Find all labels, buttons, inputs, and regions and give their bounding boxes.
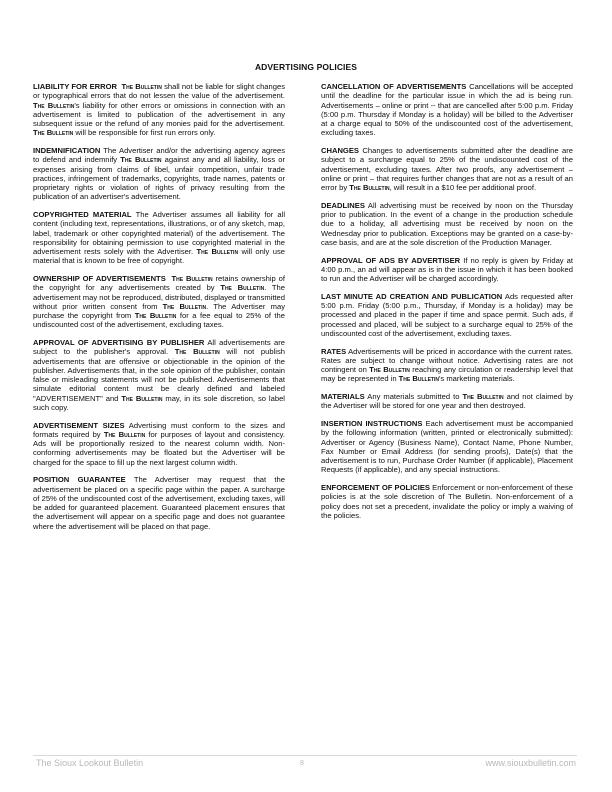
section-heading: LIABILITY FOR ERROR — [33, 82, 118, 91]
publication-name: The Bulletin — [398, 374, 439, 384]
footer-publication-name: The Sioux Lookout Bulletin — [36, 758, 144, 768]
section-materials — [321, 392, 573, 411]
section-enforcement — [321, 483, 573, 520]
section-text: Cancellations will be accepted until the deadline for the particular issue in which the ad is being run. Advertisements – online or print -- that are cancelled after 5:00 p.m. Friday (5:00 p.m. Thursday if Monday is a holiday) will be billed to the Advertiser at a charge equal to 50% of the undiscounted cost of the advertisement, excluding taxes. — [321, 82, 574, 138]
publication-name: The Bulletin — [120, 155, 162, 165]
section-heading: APPROVAL OF ADS BY ADVERTISER — [321, 255, 461, 265]
section-changes — [321, 146, 573, 192]
section-text: may, in its sole discretion, so label such copy. — [33, 393, 285, 412]
publication-name: The Bulletin — [33, 100, 75, 110]
section-advertisement-sizes — [33, 421, 285, 467]
section-approval-by-advertiser — [321, 256, 573, 284]
section-text: shall not be liable for slight changes or typographical errors that do not lessen the value of the advertisement. — [33, 82, 285, 101]
publication-name: The Bulletin — [220, 283, 265, 293]
publication-name: The Bulletin — [196, 247, 239, 256]
section-position-guarantee — [33, 475, 285, 531]
section-text: . The advertisement may not be reproduced, distributed, displayed or transmitted without prior written consent from — [33, 283, 285, 311]
section-text: for purposes of layout and consistency. Ads will be proportionally resized to the nearest column width. Non-conforming advertisements may be floated but the Advertiser will be charged for the space to fill up the next largest column width. — [33, 429, 286, 467]
section-heading: OWNERSHIP OF ADVERTISEMENTS — [33, 274, 166, 283]
right-column — [321, 82, 573, 529]
section-liability-for-error — [33, 82, 285, 138]
section-text: reaching any circulation or readership level that may be represented in — [321, 365, 573, 384]
page-number: 8 — [300, 760, 304, 767]
section-heading: ADVERTISEMENT SIZES — [33, 420, 125, 430]
section-text: against any and all liability, loss or expenses arising from claims of libel, unfair competition, unfair trade practices, infringement of trademarks, copyrights, trade names, patents or proprietary rights or violation of rights of privacy resulting from the publication of an advertiser's advertisement. — [33, 155, 286, 202]
section-text: If no reply is given by Friday at 4:00 p.m., an ad will appear as is in the issue in which it has been booked to run and the Advertiser will be charged accordingly. — [321, 255, 573, 283]
publication-name: The Bulletin — [349, 183, 390, 192]
section-text: All advertisements are subject to the publisher's approval. — [33, 338, 285, 357]
section-text: , will result in a $10 fee per additional proof. — [389, 183, 537, 192]
publication-name: The Bulletin — [33, 128, 74, 138]
publication-name: The Bulletin — [171, 274, 213, 283]
section-text: The Advertiser assumes all liability for all content (including text, representations, illustrations, or of any sketch, map, label, trademark or other copyrighted material) of the advertisement. The responsibility for obtaining permission to use copyrighted material in the advertisement rests solely with the Advertiser. — [33, 210, 286, 256]
section-heading: ENFORCEMENT OF POLICIES — [321, 483, 430, 492]
publication-name: The Bulletin — [134, 311, 177, 320]
section-heading: LAST MINUTE AD CREATION AND PUBLICATION — [321, 291, 503, 301]
section-text: Any materials submitted to — [364, 392, 463, 401]
section-text: Changes to advertisements submitted after the deadline are subject to a surcharge equal to 25% of the undiscounted cost of the advertisement, excluding taxes. After two proofs, any advertisement – online or print – that requires further changes that are not as a result of an error by — [321, 146, 573, 192]
section-approval-by-publisher — [33, 338, 285, 412]
publication-name: The Bulletin — [369, 365, 410, 374]
section-last-minute — [321, 292, 573, 338]
section-text: Each advertisement must be accompanied by the following information (written, printed or electronically submitted): Advertiser or Agency (Business Name), Contact Name, Phone Number, Fax Number or Email Address (for sending proofs), Date(s) that the advertisement is to run, Purchase Order Number (if applicable), Placement Requests (if applicable), and any special instructions. — [321, 419, 573, 475]
section-text: will be responsible for first run errors only. — [73, 128, 216, 138]
section-heading: INDEMNIFICATION — [33, 146, 101, 155]
section-ownership — [33, 274, 285, 330]
section-text: Advertising must conform to the sizes and formats required by — [33, 420, 285, 439]
section-text: and not claimed by the Advertiser will be stored for one year and then destroyed. — [321, 392, 573, 411]
section-text: 's marketing materials. — [438, 374, 515, 384]
section-text: All advertising must be received by noon on the Thursday prior to publication. In the event of a change in the production schedule due to a holiday, all advertising must be received by noon on the Wednesday prior to publication. Exceptions may be granted on a case-by-case basis, and are at the sole discretion of the Production Manager. — [321, 200, 573, 247]
publication-name: The Bulletin — [174, 347, 220, 357]
publication-name: The Bulletin — [121, 82, 162, 91]
section-heading: CHANGES — [321, 146, 359, 155]
section-indemnification — [33, 146, 285, 202]
section-deadlines — [321, 201, 573, 247]
section-heading: COPYRIGHTED MATERIAL — [33, 210, 132, 219]
section-text: . The Advertiser may purchase the copyright from — [33, 301, 286, 320]
footer-website[interactable]: www.siouxbulletin.com — [485, 758, 576, 768]
section-text: The Advertiser may request that the advertisement be placed on a specific page within the paper. A surcharge of 25% of the undiscounted cost of the advertisement, excluding taxes, will be added for guaranteed placement. Guaranteed placement ensures that the advertisement will appear on a specific page and does not guarantee where the advertisement will be placed on that page. — [33, 475, 285, 531]
section-heading: POSITION GUARANTEE — [33, 475, 126, 485]
publication-name: The Bulletin — [103, 429, 146, 439]
section-text: Enforcement or non-enforcement of these policies is at the sole discretion of The Bulletin. Non-enforcement of a policy does not set a precedent, invalidate the policy or imply a waiving of the policies. — [321, 483, 573, 520]
section-text: will not publish advertisements that are offensive or objectionable in the opinion of the publisher. Advertisements that, in the sole opinion of the publisher, contain false or misleading statements will not be published. Advertisements that simulate editorial content must be clearly defined and labeled "ADVERTISEMENT" and — [33, 347, 285, 403]
section-heading: MATERIALS — [321, 392, 365, 401]
section-heading: APPROVAL OF ADVERTISING BY PUBLISHER — [33, 338, 205, 347]
section-heading: INSERTION INSTRUCTIONS — [321, 419, 423, 428]
section-text: retains ownership of the copyright for any advertisements created by — [33, 274, 285, 293]
publication-name: The Bulletin — [121, 393, 163, 403]
section-heading: CANCELLATION OF ADVERTISEMENTS — [321, 82, 467, 91]
section-insertion-instructions — [321, 419, 573, 475]
section-cancellation — [321, 82, 573, 138]
section-text: Ads requested after 5:00 p.m. Friday (5:00 p.m., Thursday, if Monday is a holiday) may be processed and placed in the paper if time and space permit. Such ads, if processed and placed, will be subject to a surcharge equal to 25% of the undiscounted cost of the advertisement, excluding taxes. — [321, 291, 573, 338]
section-rates — [321, 347, 573, 384]
publication-name: The Bulletin — [162, 301, 207, 311]
section-text: 's liability for other errors or omissions in connection with an advertisement is limited to publication of the advertisement in any subsequent issue or the refund of any monies paid for the advertisement. — [33, 100, 285, 128]
publication-name: The Bulletin — [462, 392, 504, 401]
page-title: ADVERTISING POLICIES — [254, 62, 358, 72]
section-heading: DEADLINES — [321, 200, 365, 210]
section-copyrighted-material — [33, 210, 285, 266]
section-text: Advertisements will be priced in accordance with the current rates. Rates are subject to change without notice. Advertising rates are not contingent on — [321, 346, 573, 374]
section-text: will only use material that is known to be free of copyright. — [33, 247, 285, 266]
section-text: for a fee equal to 25% of the undiscounted cost of the advertisement, excluding taxes. — [33, 311, 285, 330]
footer-divider — [33, 755, 577, 756]
section-heading: RATES — [321, 346, 347, 356]
left-column — [33, 82, 285, 539]
section-text: The Advertiser and/or the advertising agency agrees to defend and indemnify — [33, 146, 285, 165]
